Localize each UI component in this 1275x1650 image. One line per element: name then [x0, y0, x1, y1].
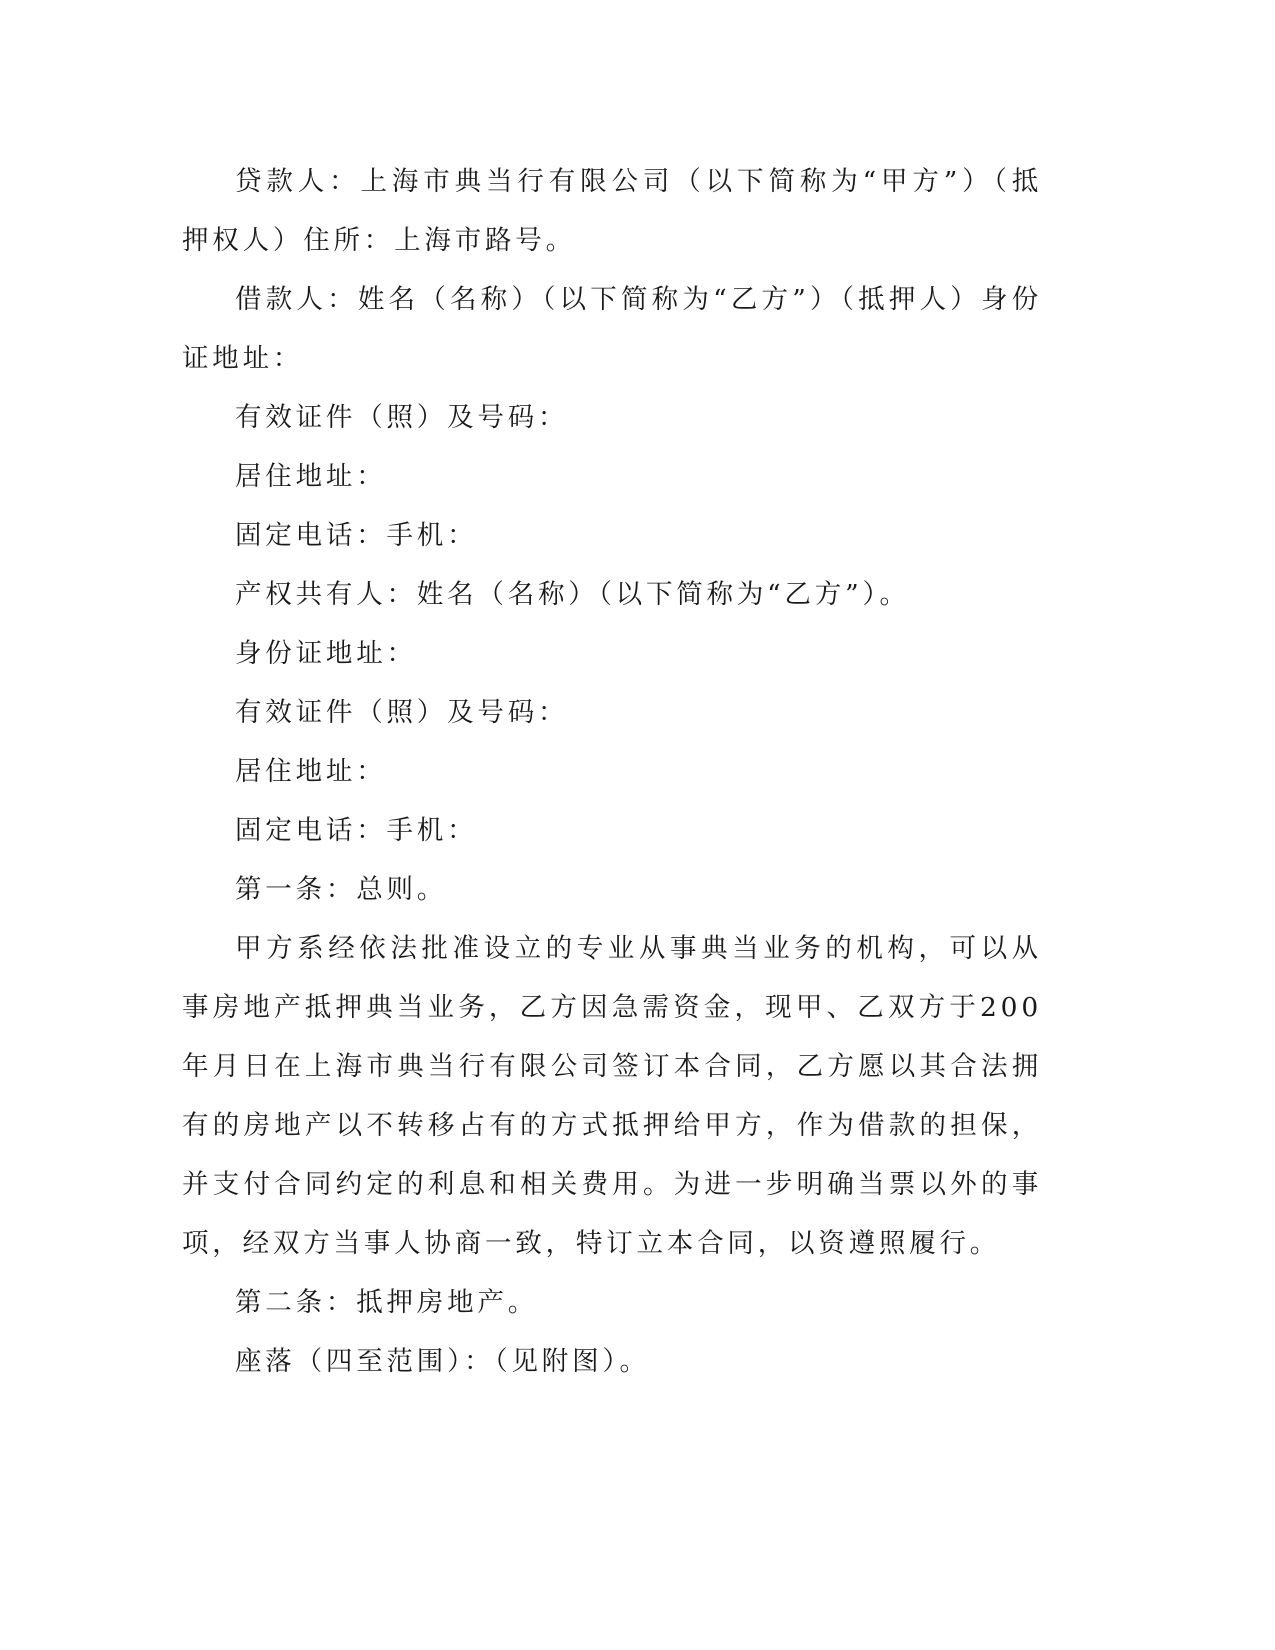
co-owner-address-line: 居住地址：: [235, 756, 387, 787]
document-body: [182, 152, 1042, 1391]
borrower-id-line: 有效证件（照）及号码：: [235, 402, 569, 433]
article-2-heading: 第二条：抵押房地产。: [235, 1287, 538, 1318]
co-owner-id-address-line: 身份证地址：: [235, 638, 417, 669]
co-owner-phone-line: 固定电话：手机：: [235, 815, 478, 846]
article-1-heading: 第一条：总则。: [235, 874, 448, 905]
lender-paragraph: 贷款人：上海市典当行有限公司（以下简称为“甲方”）（抵押权人）住所：上海市路号。: [182, 166, 1042, 256]
co-owner-id-line: 有效证件（照）及号码：: [235, 697, 569, 728]
borrower-phone-line: 固定电话：手机：: [235, 520, 478, 551]
property-location-line: 座落（四至范围）：（见附图）。: [235, 1346, 650, 1377]
article-1-body: 甲方系经依法批准设立的专业从事典当业务的机构，可以从事房地产抵押典当业务，乙方因急需资金，现甲、乙双方于200年月日在上海市典当行有限公司签订本合同，乙方愿以其合法拥有的房地产以不转移占有的方式抵押给甲方，作为借款的担保，并支付合同约定的利息和相关费用。为进一步明确当票以外的事项，经双方当事人协商一致，特订立本合同，以资遵照履行。: [182, 933, 1042, 1259]
borrower-paragraph: 借款人：姓名（名称）（以下简称为“乙方”）（抵押人）身份证地址：: [182, 284, 1042, 374]
borrower-address-line: 居住地址：: [235, 461, 387, 492]
co-owner-paragraph: 产权共有人：姓名（名称）（以下简称为“乙方”）。: [235, 579, 910, 610]
